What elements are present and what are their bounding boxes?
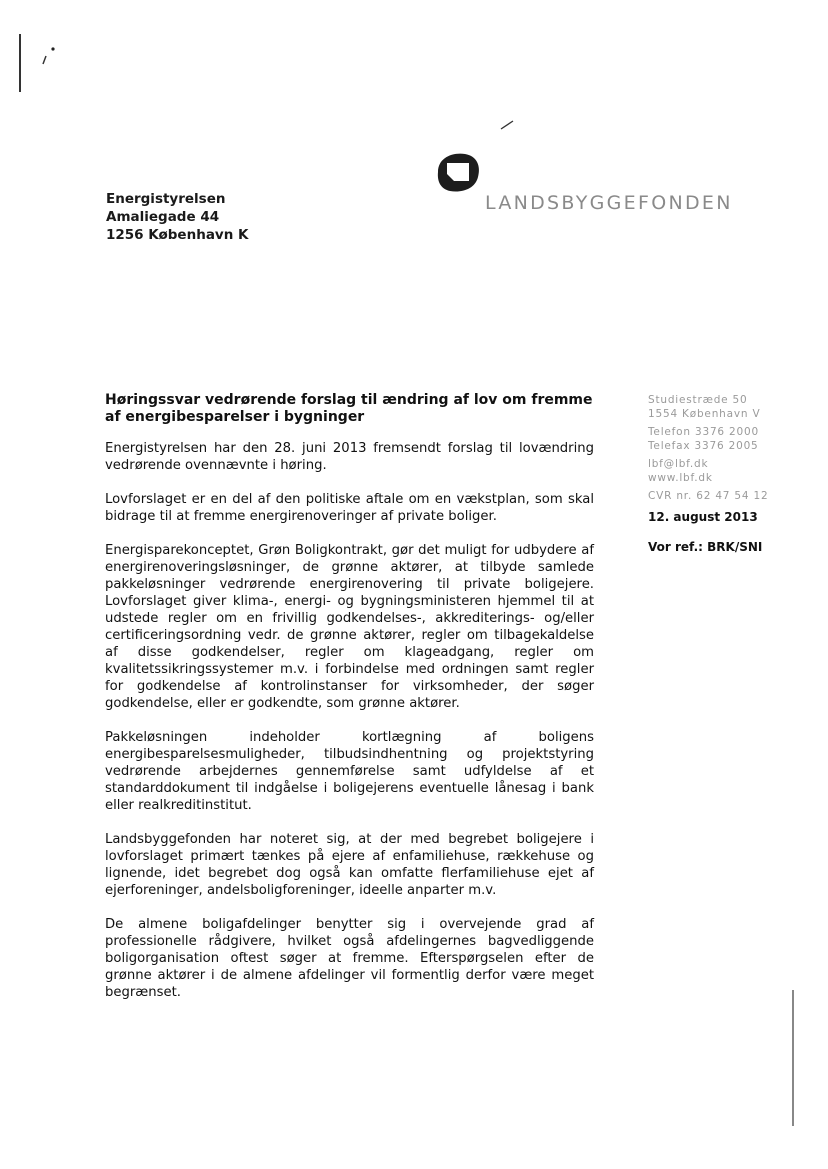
- letter-body: [105, 440, 594, 1018]
- sender-cvr: CVR nr. 62 47 54 12: [648, 490, 769, 502]
- logo-wordmark: LANDSBYGGEFONDEN: [485, 192, 733, 214]
- body-paragraph: Lovforslaget er en del af den politiske aftale om en vækstplan, som skal bidrage til at fremme energirenoveringer af private boliger.: [105, 492, 594, 524]
- recipient-address: [106, 190, 249, 244]
- body-paragraph: Pakkeløsningen indeholder kortlægning af boligens energibesparelsesmuligheder, tilbudsindhentning og projektstyring vedrørende arbejdernes gennemførelse samt udfyldelse af et standarddokument til indgåelse i boligejerens eventuelle lånesag i bank eller realkreditinstitut.: [105, 730, 594, 813]
- sender-street: Studiestræde 50: [648, 394, 748, 406]
- body-paragraph: Energisparekonceptet, Grøn Boligkontrakt, gør det muligt for udbydere af energirenoveringsløsninger, de grønne aktører, at tilbyde samlede pakkeløsninger vedrørende energirenovering til private boligejere. Lovforslaget giver klima-, energi- og bygningsministeren hjemmel til at udstede regler om en frivillig godkendelses-, akkrediterings- og/eller certificeringsordning vedr. de grønne aktører, regler om tilbagekaldelse af disse godkendelser, regler om klageadgang, regler om kvalitetssikringssystemer m.v. i forbindelse med ordningen samt regler for godkendelse af kontrolinstanser for virksomheder, der søger godkendelse, eller er godkendte, som grønne aktører.: [105, 543, 594, 711]
- reference: Vor ref.: BRK/SNI: [648, 539, 763, 554]
- sender-fax: Telefax 3376 2005: [648, 439, 759, 452]
- sender-phone: Telefon 3376 2000: [648, 426, 759, 438]
- sender-address: [648, 394, 798, 421]
- sender-phone-block: [648, 426, 798, 453]
- reference-block: [648, 539, 798, 555]
- letter-date: 12. august 2013: [648, 509, 758, 524]
- logo-mark-icon: [432, 150, 482, 194]
- sender-info: [648, 394, 798, 560]
- letter-date-block: [648, 509, 798, 525]
- sender-web: www.lbf.dk: [648, 471, 713, 484]
- scan-tick-mark: [42, 46, 56, 66]
- scan-line-right: [792, 990, 794, 1126]
- body-paragraph: Landsbyggefonden har noteret sig, at der med begrebet boligejere i lovforslaget primært tænkes på ejere af enfamiliehuse, rækkehuse og lignende, idet begrebet dog også kan omfatte flerfamiliehuse ejet af ejerforeninger, andelsboligforeninger, ideelle anparter m.v.: [105, 832, 594, 898]
- sender-city: 1554 København V: [648, 407, 761, 420]
- recipient-city: 1256 København K: [106, 227, 249, 243]
- letter-subject: Høringssvar vedrørende forslag til ændring af lov om fremme af energibesparelser i bygninger: [105, 392, 593, 425]
- scan-dash-mark: [500, 120, 514, 130]
- sender-cvr-block: [648, 490, 798, 504]
- sender-email: lbf@lbf.dk: [648, 458, 709, 470]
- recipient-street: Amaliegade 44: [106, 209, 220, 225]
- body-paragraph: Energistyrelsen har den 28. juni 2013 fremsendt forslag til lovændring vedrørende ovennævnte i høring.: [105, 441, 594, 473]
- recipient-name: Energistyrelsen: [106, 191, 226, 207]
- body-paragraph: De almene boligafdelinger benytter sig i overvejende grad af professionelle rådgivere, hvilket også afdelingernes bagvedliggende boligorganisation oftest søger at fremme. Efterspørgselen efter de grønne aktører i de almene afdelinger vil formentlig derfor være meget begrænset.: [105, 917, 594, 1000]
- sender-web-block: [648, 458, 798, 485]
- scan-mark-left: [19, 34, 21, 92]
